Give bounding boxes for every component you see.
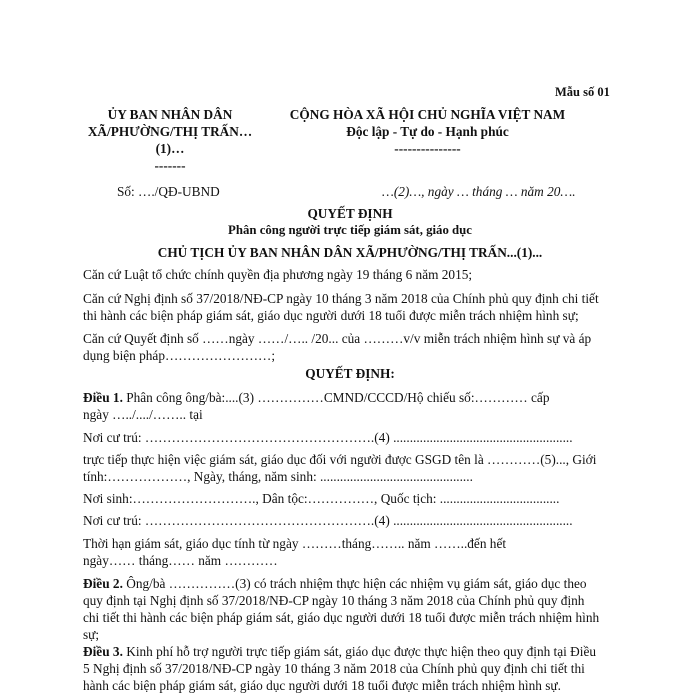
form-number: Mẫu số 01 [555,85,610,99]
article-1-line1 [83,389,549,407]
basis-paragraph-3-line2: dụng biện pháp……………………; [83,348,276,363]
article-3-line1 [83,643,596,661]
document-title: QUYẾT ĐỊNH [307,206,393,221]
article-3-text: Kinh phí hỗ trợ người trực tiếp giám sát, giáo dục được thực hiện theo quy định tại Điều [122,644,597,659]
article-1-text: Phân công ông/bà:....(3) ……………CMND/CCCD/Hộ chiếu số:………… cấp [122,390,550,405]
article-1-line9: ngày…… tháng…… năm ………… [83,553,278,568]
basis-paragraph-3-line1: Căn cứ Quyết định số ……ngày ……/….. /20... của ………v/v miễn trách nhiệm hình sự và áp [83,331,592,346]
article-3-line2: 5 Nghị định số 37/2018/NĐ-CP ngày 10 tháng 3 năm 2018 của Chính phủ quy định chi tiết thi [83,661,585,676]
basis-paragraph-1: Căn cứ Luật tổ chức chính quyền địa phương ngày 19 tháng 6 năm 2015; [83,267,473,282]
article-3-line3: hành các biện pháp giám sát, giáo dục người dưới 18 tuổi được miễn trách nhiệm hình sự. [83,678,561,693]
article-1-line3: Nơi cư trú: …………………………………………….(4) ...................................................... [83,430,573,445]
decision-heading: QUYẾT ĐỊNH: [305,366,395,381]
article-1-line5: tính:………………, Ngày, tháng, năm sinh: .............................................. [83,469,473,484]
place-date: …(2)…, ngày … tháng … năm 20…. [382,184,576,199]
article-2-line4: sự; [83,627,100,642]
article-1-label: Điều 1. [83,390,123,405]
article-2-label: Điều 2. [83,576,123,591]
article-2-line2: quy định tại Nghị định số 37/2018/NĐ-CP ngày 10 tháng 3 năm 2018 của Chính phủ quy định [83,593,585,608]
article-3-label: Điều 3. [83,644,123,659]
article-2-line1 [83,575,587,593]
document-number: Số: …./QĐ-UBND [117,184,220,199]
article-1-line8: Thời hạn giám sát, giáo dục tính từ ngày ………tháng…….. năm ……..đến hết [83,536,507,551]
document-subtitle: Phân công người trực tiếp giám sát, giáo dục [228,223,472,237]
article-2-line3: chi tiết thi hành các biện pháp giám sát, giáo dục người dưới 18 tuổi được miễn trách nhiệm hình [83,610,600,625]
article-1-line7: Nơi cư trú: …………………………………………….(4) ...................................................... [83,513,573,528]
basis-paragraph-2-line1: Căn cứ Nghị định số 37/2018/NĐ-CP ngày 10 tháng 3 năm 2018 của Chính phủ quy định chi tiết [83,291,599,306]
motto: Độc lập - Tự do - Hạnh phúc [346,124,509,139]
article-1-line4: trực tiếp thực hiện việc giám sát, giáo dục đối với người được GSGD tên là …………(5)..., Giới [83,452,597,467]
national-motto-header [265,106,590,157]
motto-divider: --------------- [394,141,461,156]
authority-line1: ỦY BAN NHÂN DÂN [107,107,233,122]
authority-line3: (1)… [155,141,185,156]
issuer-title: CHỦ TỊCH ỦY BAN NHÂN DÂN XÃ/PHƯỜNG/THỊ TRẤN...(1)... [157,245,543,260]
issuing-authority-header [70,106,270,174]
article-2-text: Ông/bà ……………(3) có trách nhiệm thực hiện các nhiệm vụ giám sát, giáo dục theo [122,576,587,591]
basis-paragraph-2-line2: thi hành các biện pháp giám sát, giáo dục người dưới 18 tuổi được miễn trách nhiệm hình sự; [83,308,579,323]
authority-divider: ------- [154,158,186,173]
country-name: CỘNG HÒA XÃ HỘI CHỦ NGHĨA VIỆT NAM [289,107,566,122]
authority-line2: XÃ/PHƯỜNG/THỊ TRẤN… [87,124,253,139]
article-1-line2: ngày …../..../…….. tại [83,407,203,422]
article-1-line6: Nơi sinh:………………………., Dân tộc:……………, Quốc tịch: .................................... [83,491,560,506]
